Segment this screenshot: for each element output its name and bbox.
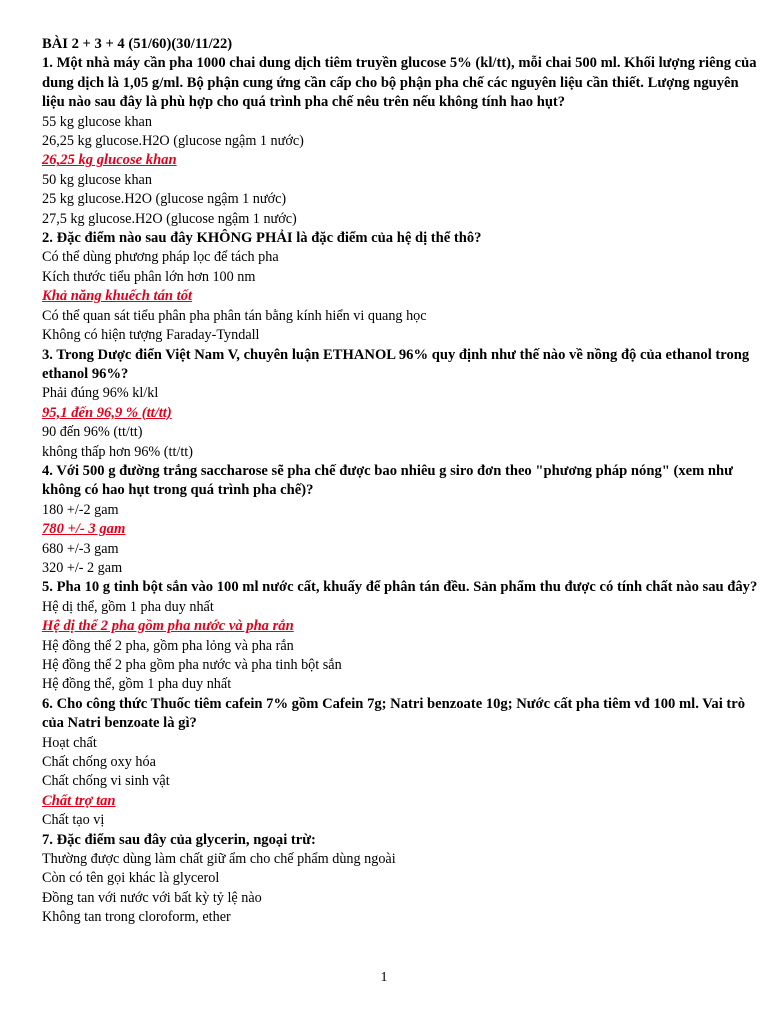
correct-answer-option: Chất trợ tan (42, 792, 116, 809)
answer-option: 26,25 kg glucose.H2O (glucose ngậm 1 nước) (42, 133, 304, 150)
correct-answer-option: Khả năng khuếch tán tốt (42, 288, 193, 305)
answer-option: Còn có tên gọi khác là glycerol (42, 870, 220, 887)
document-content (42, 35, 762, 928)
answer-option: 90 đến 96% (tt/tt) (42, 424, 143, 441)
question-text: 1. Một nhà máy cần pha 1000 chai dung dịch tiêm truyền glucose 5% (kl/tt), mỗi chai 500 ml. Khối lượng riêng của dung dịch là 1,05 g/ml. Bộ phận cung ứng cần cấp cho bộ phận pha chế các nguyên liệu cần thiết. Lượng nguyên liệu nào sau đây là phù hợp cho quá trình pha chế nêu trên nếu không tính hao hụt? (42, 55, 757, 111)
answer-option: 50 kg glucose khan (42, 171, 152, 188)
answer-option: Chất chống vi sinh vật (42, 773, 170, 790)
answer-option: Chất tạo vị (42, 812, 105, 829)
question-text: 5. Pha 10 g tinh bột sắn vào 100 ml nước cất, khuấy để phân tán đều. Sản phẩm thu được có tính chất nào sau đây? (42, 579, 758, 596)
answer-option: 680 +/-3 gam (42, 540, 119, 557)
question-text: 7. Đặc điểm sau đây của glycerin, ngoại trừ: (42, 831, 316, 848)
question-text: 2. Đặc điểm nào sau đây KHÔNG PHẢI là đặc điểm của hệ dị thể thô? (42, 230, 482, 247)
question-1 (42, 54, 762, 229)
question-4 (42, 462, 762, 578)
question-3 (42, 346, 762, 462)
document-title: BÀI 2 + 3 + 4 (51/60)(30/11/22) (42, 36, 233, 52)
question-text: 4. Với 500 g đường trắng saccharose sẽ pha chế được bao nhiêu g siro đơn theo "phương pháp nóng" (xem như không có hao hụt trong quá trình pha chế)? (42, 462, 733, 499)
answer-option: Phải đúng 96% kl/kl (42, 385, 159, 402)
answer-option: Hệ đồng thể 2 pha gồm pha nước và pha tinh bột sắn (42, 657, 342, 673)
answer-option: Hệ dị thể, gồm 1 pha duy nhất (42, 598, 214, 615)
answer-option: 55 kg glucose khan (42, 113, 152, 130)
question-7 (42, 831, 762, 928)
answer-option: 320 +/- 2 gam (42, 559, 123, 576)
answer-option: Hệ đồng thể, gồm 1 pha duy nhất (42, 676, 232, 693)
answer-option: Đồng tan với nước với bất kỳ tỷ lệ nào (42, 889, 262, 906)
correct-answer-option: 95,1 đến 96,9 % (tt/tt) (42, 404, 172, 421)
page-number: 1 (380, 970, 388, 985)
answer-option: Hệ đồng thể 2 pha, gồm pha lỏng và pha rắn (42, 637, 294, 654)
answer-option: Kích thước tiểu phân lớn hơn 100 nm (42, 268, 256, 285)
question-6 (42, 695, 762, 831)
answer-option: Chất chống oxy hóa (42, 754, 156, 771)
question-2 (42, 229, 762, 345)
question-text: 6. Cho công thức Thuốc tiêm cafein 7% gồm Cafein 7g; Natri benzoate 10g; Nước cất pha tiêm vđ 100 ml. Vai trò của Natri benzoate là gì? (42, 695, 746, 732)
answer-option: Không có hiện tượng Faraday-Tyndall (42, 327, 260, 344)
answer-option: Thường được dùng làm chất giữ ẩm cho chế phẩm dùng ngoài (42, 851, 396, 868)
correct-answer-option: 780 +/- 3 gam (42, 521, 126, 538)
answer-option: Có thể quan sát tiểu phân pha phân tán bằng kính hiển vi quang học (42, 307, 427, 324)
answer-option: Có thể dùng phương pháp lọc để tách pha (42, 249, 279, 266)
answer-option: Hoạt chất (42, 734, 97, 751)
answer-option: 180 +/-2 gam (42, 501, 119, 518)
answer-option: 25 kg glucose.H2O (glucose ngậm 1 nước) (42, 191, 287, 208)
correct-answer-option: Hệ dị thể 2 pha gồm pha nước và pha rắn (42, 618, 294, 635)
question-5 (42, 578, 762, 694)
answer-option: không thấp hơn 96% (tt/tt) (42, 443, 193, 460)
answer-option: Không tan trong cloroform, ether (42, 909, 231, 926)
correct-answer-option: 26,25 kg glucose khan (42, 152, 177, 169)
question-text: 3. Trong Dược điển Việt Nam V, chuyên luận ETHANOL 96% quy định như thế nào về nồng độ của ethanol trong ethanol 96%? (42, 346, 750, 382)
answer-option: 27,5 kg glucose.H2O (glucose ngậm 1 nước) (42, 210, 297, 227)
